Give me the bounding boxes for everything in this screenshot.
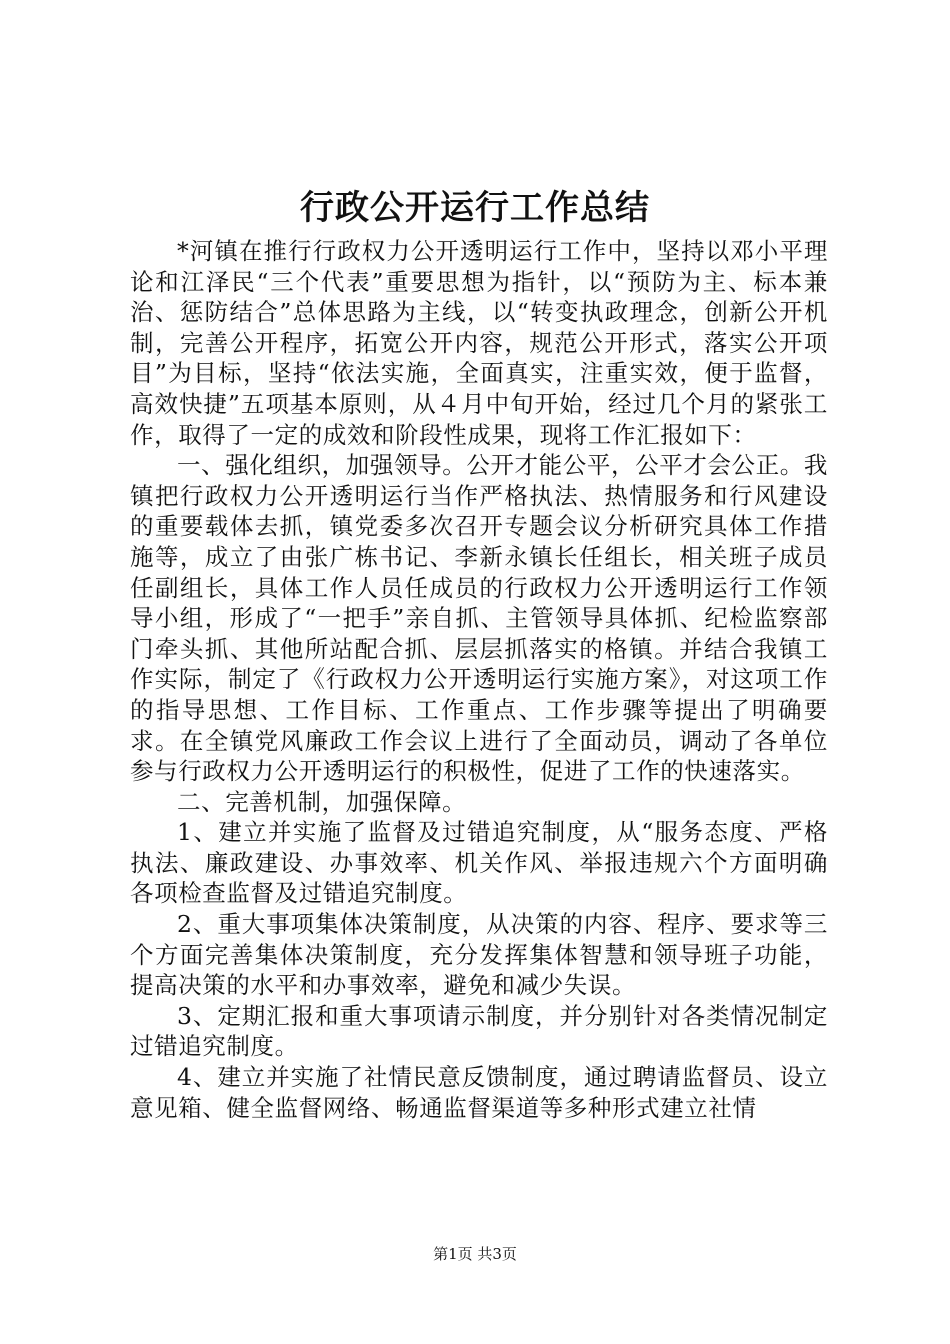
- page-number-footer: 第1页 共3页: [433, 1245, 517, 1263]
- paragraph-item-1: 1、建立并实施了监督及过错追究制度，从“服务态度、严格执法、廉政建设、办事效率、机关作风、举报违规六个方面明确各项检查监督及过错追究制度。: [130, 818, 828, 908]
- paragraph-intro: *河镇在推行行政权力公开透明运行工作中，坚持以邓小平理论和江泽民“三个代表”重要思想为指针，以“预防为主、标本兼治、惩防结合”总体思路为主线，以“转变执政理念，创新公开机制，完善公开程序，拓宽公开内容，规范公开形式，落实公开项目”为目标，坚持“依法实施，全面真实，注重实效，便于监督，高效快捷”五项基本原则，从４月中旬开始，经过几个月的紧张工作，取得了一定的成效和阶段性成果，现将工作汇报如下：: [130, 237, 828, 449]
- paragraph-section-1: 一、强化组织，加强领导。公开才能公平，公平才会公正。我镇把行政权力公开透明运行当作严格执法、热情服务和行风建设的重要载体去抓，镇党委多次召开专题会议分析研究具体工作措施等，成立了由张广栋书记、李新永镇长任组长，相关班子成员任副组长，具体工作人员任成员的行政权力公开透明运行工作领导小组，形成了“一把手”亲自抓、主管领导具体抓、纪检监察部门牵头抓、其他所站配合抓、层层抓落实的格镇。并结合我镇工作实际，制定了《行政权力公开透明运行实施方案》，对这项工作的指导思想、工作目标、工作重点、工作步骤等提出了明确要求。在全镇党风廉政工作会议上进行了全面动员，调动了各单位参与行政权力公开透明运行的积极性，促进了工作的快速落实。: [130, 451, 828, 786]
- paragraph-item-2: 2、重大事项集体决策制度，从决策的内容、程序、要求等三个方面完善集体决策制度，充分发挥集体智慧和领导班子功能，提高决策的水平和办事效率，避免和减少失误。: [130, 910, 828, 1000]
- document-title: 行政公开运行工作总结: [300, 188, 650, 228]
- paragraph-item-3: 3、定期汇报和重大事项请示制度，并分别针对各类情况制定过错追究制度。: [130, 1001, 828, 1061]
- document-body: [130, 236, 828, 1123]
- paragraph-item-4: 4、建立并实施了社情民意反馈制度，通过聘请监督员、设立意见箱、健全监督网络、畅通监督渠道等多种形式建立社情: [130, 1063, 828, 1122]
- paragraph-section-2-heading: 二、完善机制，加强保障。: [177, 787, 467, 816]
